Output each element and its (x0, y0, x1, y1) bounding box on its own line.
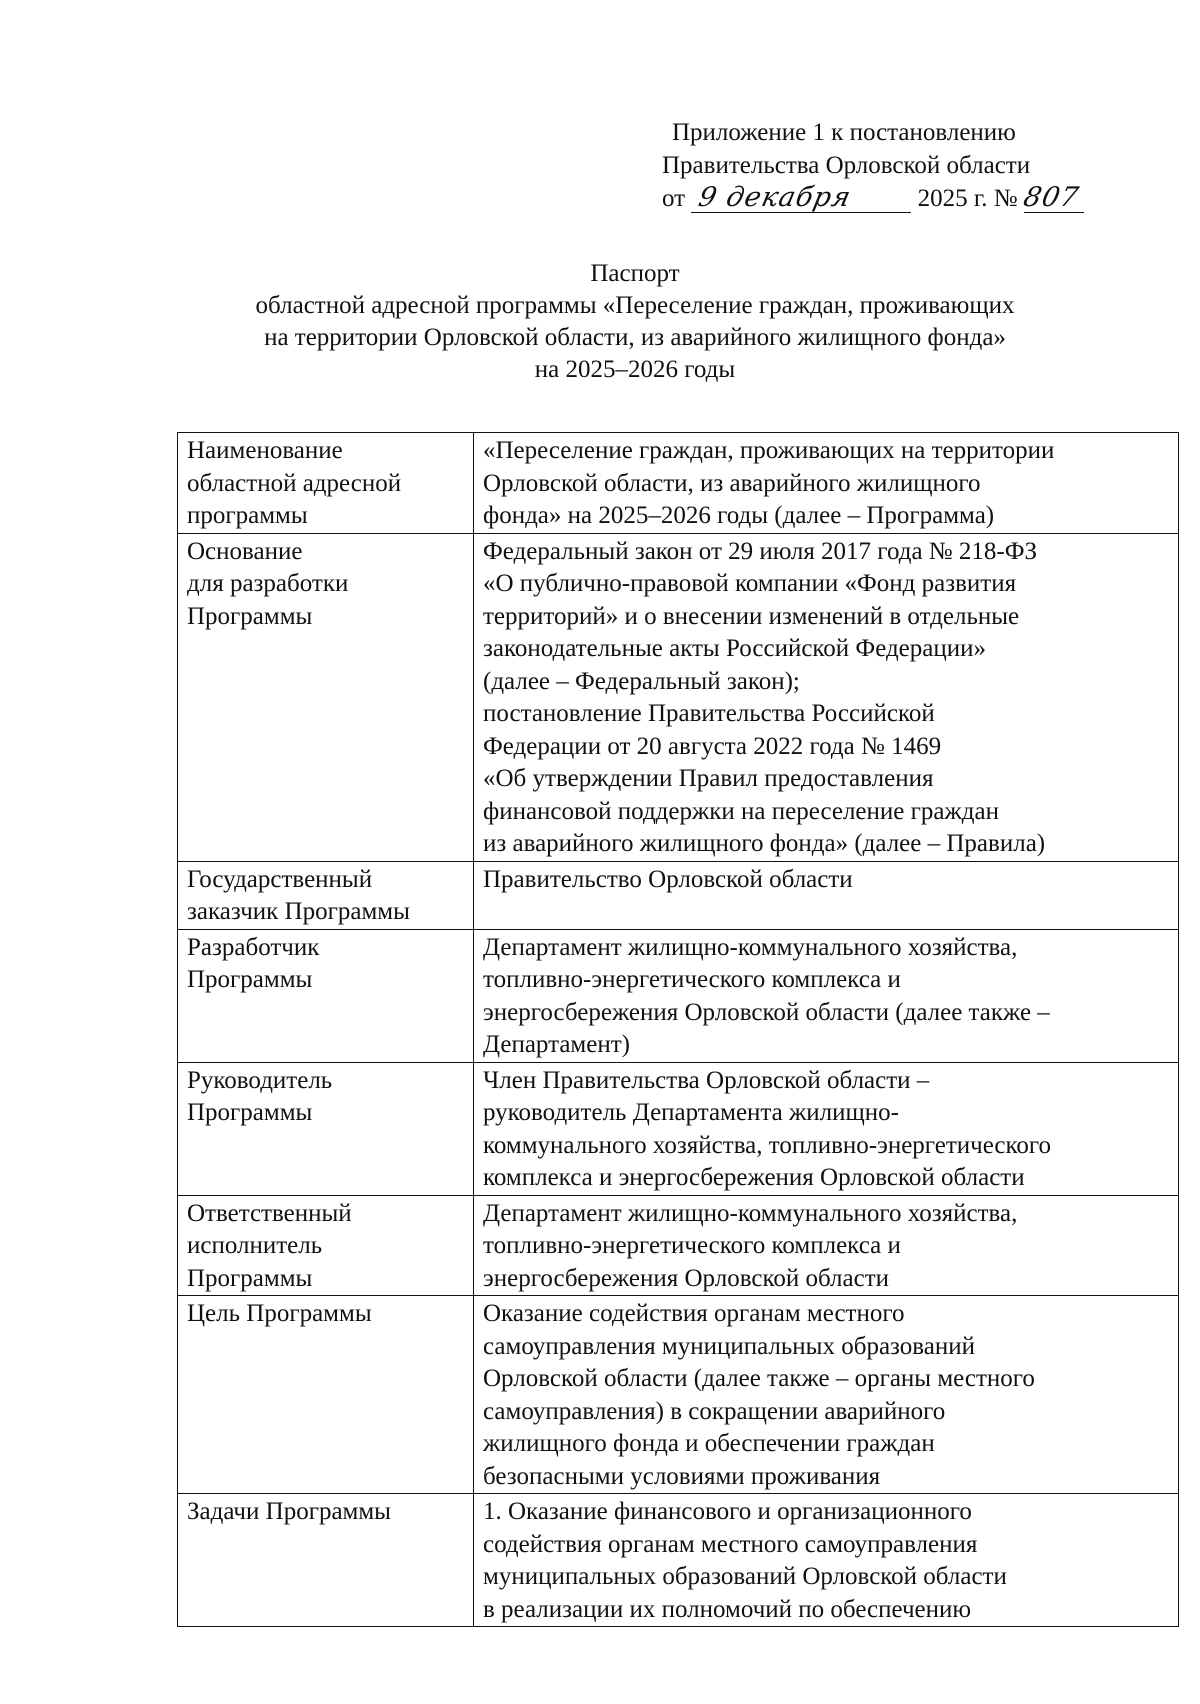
row-label-cell (178, 861, 474, 929)
row-label-line: Основание (187, 537, 303, 565)
row-value-line: Орловской области (далее также – органы местного (483, 1365, 1035, 1392)
row-label-line: программы (187, 502, 308, 529)
row-value-cell (474, 533, 1179, 861)
table-row (178, 433, 1179, 534)
row-value-cell (474, 929, 1179, 1062)
row-label-cell (178, 1062, 474, 1195)
row-value-line: самоуправления муниципальных образований (483, 1332, 975, 1360)
row-value-line: «О публично-правовой компании «Фонд развития (483, 570, 1017, 597)
row-value-cell (474, 433, 1179, 534)
row-value-line: Член Правительства Орловской области – (483, 1066, 930, 1094)
row-value-line: фонда» на 2025–2026 годы (далее – Программа) (483, 502, 995, 529)
row-label-line: Разработчик (187, 933, 320, 961)
row-value-line: комплекса и энергосбережения Орловской области (483, 1164, 1025, 1191)
table-row (178, 1296, 1179, 1494)
row-value-line: финансовой поддержки на переселение граждан (483, 797, 999, 825)
row-value-line: в реализации их полномочий по обеспечению (483, 1595, 972, 1623)
table-row (178, 929, 1179, 1062)
row-value-line: энергосбережения Орловской области (483, 1264, 890, 1292)
row-value-line: руководитель Департамента жилищно- (483, 1099, 899, 1126)
row-value-line: безопасными условиями проживания (483, 1462, 881, 1490)
row-value-cell (474, 1296, 1179, 1494)
row-label-line: Программы (187, 966, 313, 993)
row-value-line: Департамент жилищно-коммунального хозяйства, (483, 933, 1018, 961)
table-row (178, 1062, 1179, 1195)
row-label-line: для разработки (187, 570, 349, 597)
row-label-line: Задачи Программы (187, 1498, 391, 1525)
row-label-line: Государственный (187, 865, 373, 893)
row-label-cell (178, 1494, 474, 1627)
row-value-line: Федерации от 20 августа 2022 года № 1469 (483, 732, 942, 760)
row-label-line: Цель Программы (187, 1300, 372, 1327)
row-value-line: Оказание содействия органам местного (483, 1300, 905, 1327)
row-value-line: Правительство Орловской области (483, 865, 853, 893)
handwritten-number: 807 (1024, 185, 1084, 213)
row-label-cell (178, 533, 474, 861)
row-value-line: законодательные акты Российской Федерации» (483, 635, 987, 662)
row-label-line: Наименование (187, 437, 343, 464)
row-label-line: Ответственный (187, 1199, 352, 1227)
row-value-line: «Переселение граждан, проживающих на территории (483, 437, 1055, 464)
row-value-line: постановление Правительства Российской (483, 700, 935, 727)
row-label-cell (178, 1296, 474, 1494)
row-value-line: муниципальных образований Орловской области (483, 1563, 1007, 1590)
title-line-3: на территории Орловской области, из аварийного жилищного фонда» (264, 324, 1006, 351)
row-value-line: территорий» и о внесении изменений в отдельные (483, 602, 1020, 630)
row-label-line: Программы (187, 602, 313, 630)
document-title (150, 258, 1120, 386)
row-value-line: Орловской области, из аварийного жилищного (483, 469, 981, 497)
table-row (178, 861, 1179, 929)
row-value-line: 1. Оказание финансового и организационного (483, 1498, 972, 1525)
title-line-4: на 2025–2026 годы (534, 356, 736, 383)
row-label-line: Руководитель (187, 1066, 333, 1094)
row-label-line: заказчик Программы (187, 898, 410, 925)
row-label-cell (178, 1195, 474, 1296)
passport-table (177, 432, 1179, 1627)
table-row (178, 1494, 1179, 1627)
year-and-number-label: 2025 г. № (917, 185, 1018, 212)
appendix-date-line (662, 182, 1102, 215)
row-value-line: «Об утверждении Правил предоставления (483, 765, 934, 792)
table-row (178, 533, 1179, 861)
title-line-1: Паспорт (590, 260, 680, 287)
row-label-line: исполнитель (187, 1232, 323, 1259)
row-label-cell (178, 929, 474, 1062)
row-value-line: Департамент жилищно-коммунального хозяйства, (483, 1199, 1018, 1227)
row-label-line: Программы (187, 1099, 313, 1126)
row-value-line: из аварийного жилищного фонда» (далее – Правила) (483, 830, 1046, 857)
table-row (178, 1195, 1179, 1296)
appendix-line-1: Приложение 1 к постановлению (672, 119, 1016, 146)
title-line-2: областной адресной программы «Переселение граждан, проживающих (255, 292, 1015, 319)
row-value-line: Департамент) (483, 1031, 630, 1058)
row-value-line: топливно-энергетического комплекса и (483, 966, 901, 993)
appendix-header (662, 116, 1102, 215)
row-value-line: топливно-энергетического комплекса и (483, 1232, 901, 1259)
appendix-line-2: Правительства Орловской области (662, 152, 1031, 179)
row-value-line: энергосбережения Орловской области (далее также – (483, 998, 1050, 1026)
row-value-line: жилищного фонда и обеспечении граждан (483, 1430, 935, 1457)
row-label-line: Программы (187, 1264, 313, 1292)
row-value-line: (далее – Федеральный закон); (483, 667, 800, 695)
date-prefix: от (662, 185, 686, 212)
row-value-line: самоуправления) в сокращении аварийного (483, 1397, 946, 1425)
row-value-cell (474, 861, 1179, 929)
row-value-cell (474, 1195, 1179, 1296)
row-label-cell (178, 433, 474, 534)
row-value-cell (474, 1062, 1179, 1195)
handwritten-date: 9 декабря (691, 185, 911, 213)
row-label-line: областной адресной (187, 469, 402, 497)
row-value-line: содействия органам местного самоуправления (483, 1530, 978, 1558)
row-value-cell (474, 1494, 1179, 1627)
row-value-line: Федеральный закон от 29 июля 2017 года № 218-ФЗ (483, 537, 1037, 565)
row-value-line: коммунального хозяйства, топливно-энергетического (483, 1131, 1052, 1159)
